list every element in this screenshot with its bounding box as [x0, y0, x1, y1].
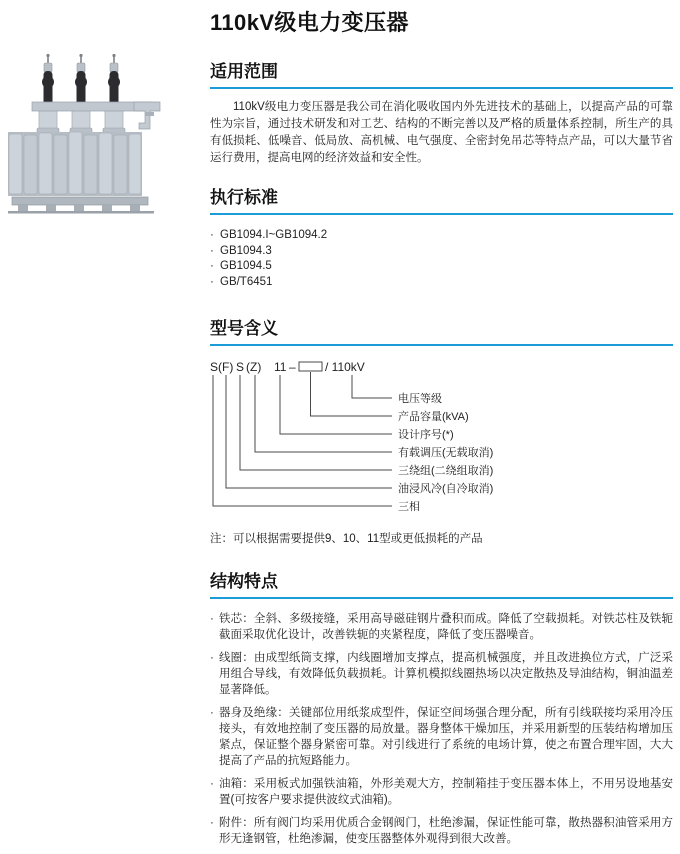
- model-label: 三相: [398, 501, 420, 513]
- transformer-photo-svg: [6, 52, 164, 216]
- feature-item: [210, 650, 673, 698]
- bullet-dot: ·: [210, 652, 214, 664]
- feature-item-text: 线圈：由成型纸筒支撑，内线圈增加支撑点，提高机械强度，并且改进换位方式，广泛采用组合导线，有效降低负载损耗。计算机模拟线圈热场以决定散热及导油结构，铜油温差显著降低。: [219, 652, 673, 696]
- model-diagram: [210, 358, 673, 520]
- feature-item-text: 器身及绝缘：关键部位用纸浆成型件，保证空间场强合理分配，所有引线联接均采用冷压接头，有效地控制了变压器的局放量。器身整体干燥加压，并采用新型的压装结构增加压紧点，保证整个器身紧密可靠。对引线进行了系统的电场计算，使之布置合理牢固，大大提高了产品的抗短路能力。: [219, 707, 673, 767]
- section-heading-model: 型号含义: [210, 319, 673, 346]
- bullet-dot: ·: [210, 613, 214, 625]
- bullet-dot: ·: [210, 229, 214, 241]
- page-title: 110kV级电力变压器: [210, 10, 409, 35]
- feature-item-text: 附件：所有阀门均采用优质合金钢阀门，杜绝渗漏，保证性能可靠，散热器积油管采用方形无逢钢管，杜绝渗漏，使变压器整体外观得到很大改善。: [219, 817, 673, 845]
- features-list: [210, 611, 673, 847]
- bullet-dot: ·: [210, 244, 214, 257]
- standards-item: [210, 259, 673, 275]
- model-label: 设计序号(*): [398, 429, 454, 441]
- standards-item-text: GB/T6451: [220, 275, 273, 288]
- bullet-dot: ·: [210, 260, 214, 272]
- bullet-dot: ·: [210, 778, 214, 790]
- standards-list: [210, 228, 673, 290]
- section-heading-features: 结构特点: [210, 572, 673, 599]
- model-connector-lines: [213, 372, 392, 506]
- section-heading-standards: 执行标准: [210, 188, 673, 215]
- standards-item: [210, 244, 673, 260]
- model-code-box: [299, 362, 322, 371]
- standards-item-text: GB1094.I~GB1094.2: [220, 229, 328, 241]
- model-label: 电压等级: [398, 393, 442, 405]
- scope-paragraph: 110kV级电力变压器是我公司在消化吸收国内外先进技术的基础上，以提高产品的可靠性为宗旨，通过技术研发和对工艺、结构的不断完善以及严格的质量体系控制，所生产的具有低损耗、低噪音、低局放、高机械、电气强度、全密封免吊芯等特点产品，可以大量节省运行费用，提高电网的经济效益和安全性。: [210, 101, 673, 164]
- feature-item: [210, 705, 673, 769]
- feature-item: [210, 611, 673, 643]
- section-heading-scope: 适用范围: [210, 62, 673, 89]
- transformer-base: [8, 197, 154, 214]
- model-label: 三绕组(二绕组取消): [398, 465, 494, 477]
- model-label: 有载调压(无载取消): [398, 447, 494, 459]
- model-code: S (F) S (Z) 11 – / 110kV: [210, 360, 365, 374]
- model-note: 注：可以根据需要提供9、10、11型或更低损耗的产品: [210, 533, 483, 545]
- feature-item-text: 铁芯：全斜、多级接缝，采用高导磁硅钢片叠积而成。降低了空载损耗。对铁芯柱及铁轭截面采取优化设计，改善铁轭的夹紧程度，降低了变压器噪音。: [219, 613, 673, 641]
- transformer-bushings: [37, 54, 125, 133]
- standards-item-text: GB1094.3: [220, 244, 272, 257]
- bullet-dot: ·: [210, 817, 214, 829]
- model-label: 油浸风冷(自冷取消): [398, 483, 494, 495]
- standards-item: [210, 275, 673, 291]
- standards-item: [210, 228, 673, 244]
- standards-item-text: GB1094.5: [220, 260, 272, 272]
- feature-item: [210, 776, 673, 808]
- transformer-tank: [8, 132, 142, 196]
- feature-item: [210, 815, 673, 847]
- feature-item-text: 油箱：采用板式加强铁油箱，外形美观大方，控制箱挂于变压器本体上，不用另设地基安置(可按客户要求提供波纹式油箱)。: [219, 778, 673, 806]
- model-label: 产品容量(kVA): [398, 411, 469, 423]
- content-column: [210, 0, 673, 854]
- transformer-photo: [6, 52, 164, 216]
- bullet-dot: ·: [210, 275, 214, 288]
- bullet-dot: ·: [210, 707, 214, 719]
